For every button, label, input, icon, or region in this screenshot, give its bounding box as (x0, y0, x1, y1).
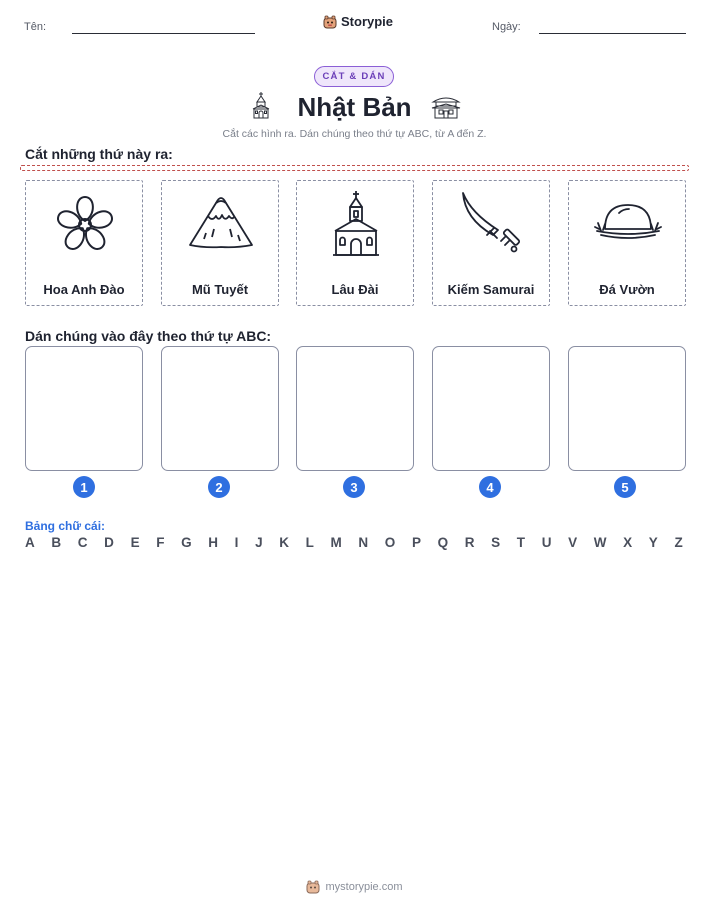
alphabet-letter: W (593, 534, 607, 550)
card-label: Đá Vườn (599, 282, 655, 297)
brand-logo (323, 14, 393, 29)
cut-heading: Cắt những thứ này ra: (25, 146, 173, 162)
slot-number-3: 3 (343, 476, 365, 498)
alphabet-letter: C (77, 534, 88, 550)
storypie-mascot-icon (323, 15, 337, 29)
brand-name: Storypie (341, 14, 394, 29)
paste-slot-3[interactable] (296, 346, 414, 471)
paste-slot-2[interactable] (161, 346, 279, 471)
paste-slot-5[interactable] (568, 346, 686, 471)
alphabet-letter: U (541, 534, 552, 550)
alphabet-letter: I (234, 534, 239, 550)
alphabet-letter: N (358, 534, 369, 550)
alphabet-letter: D (104, 534, 114, 550)
alphabet-letter: Z (674, 534, 683, 550)
cut-paste-tag: CẮT & DÁN (314, 66, 394, 87)
castle-icon (321, 189, 391, 259)
cut-card-snowy-mountain[interactable] (161, 180, 279, 306)
garden-rock-icon (593, 189, 663, 259)
alphabet-letter: P (411, 534, 421, 550)
alphabet-letter: A (25, 534, 35, 550)
instructions: Cắt các hình ra. Dán chúng theo thứ tự ABC, từ A đến Z. (222, 128, 487, 140)
slot-number-4: 4 (479, 476, 501, 498)
alphabet-letter: K (279, 534, 289, 550)
alphabet-letter: E (130, 534, 140, 550)
alphabet-letter: J (255, 534, 263, 550)
cut-card-castle[interactable] (296, 180, 414, 306)
alphabet-row (25, 533, 683, 551)
footer (0, 880, 709, 894)
alphabet-letter: R (464, 534, 475, 550)
card-label: Hoa Anh Đào (43, 282, 125, 297)
card-label: Kiếm Samurai (447, 282, 535, 297)
slot-number-2: 2 (208, 476, 230, 498)
date-label: Ngày: (492, 21, 521, 33)
cut-line (20, 165, 689, 171)
alphabet-letter: S (491, 534, 501, 550)
alphabet-letter: L (305, 534, 314, 550)
alphabet-letter: V (568, 534, 578, 550)
alphabet-letter: B (51, 534, 62, 550)
card-label: Mũ Tuyết (191, 282, 249, 297)
pagoda-icon (431, 93, 461, 119)
alphabet-heading: Bảng chữ cái: (25, 519, 106, 533)
alphabet-letter: H (208, 534, 219, 550)
alphabet-letter: M (330, 534, 342, 550)
cut-card-garden-rock[interactable] (568, 180, 686, 306)
cut-card-cherry-blossom[interactable] (25, 180, 143, 306)
name-line[interactable] (72, 33, 255, 34)
paste-slot-1[interactable] (25, 346, 143, 471)
alphabet-letter: Y (648, 534, 658, 550)
slot-number-1: 1 (73, 476, 95, 498)
samurai-sword-icon (457, 189, 527, 259)
alphabet-letter: T (516, 534, 526, 550)
paste-heading: Dán chúng vào đây theo thứ tự ABC: (25, 328, 272, 344)
date-line[interactable] (539, 33, 686, 34)
alphabet-letter: Q (437, 534, 449, 550)
cherry-blossom-icon (50, 189, 120, 259)
name-label: Tên: (24, 21, 47, 33)
storypie-mascot-icon (306, 880, 320, 894)
alphabet-letter: O (384, 534, 396, 550)
page-title: Nhật Bản (297, 92, 412, 122)
cut-card-samurai-sword[interactable] (432, 180, 550, 306)
slot-number-5: 5 (614, 476, 636, 498)
footer-site[interactable]: mystorypie.com (325, 881, 403, 893)
alphabet-letter: G (181, 534, 192, 550)
alphabet-letter: X (623, 534, 633, 550)
card-label: Lâu Đài (331, 282, 379, 297)
snowy-mountain-icon (186, 189, 256, 259)
alphabet-letter: F (156, 534, 165, 550)
paste-slot-4[interactable] (432, 346, 550, 471)
